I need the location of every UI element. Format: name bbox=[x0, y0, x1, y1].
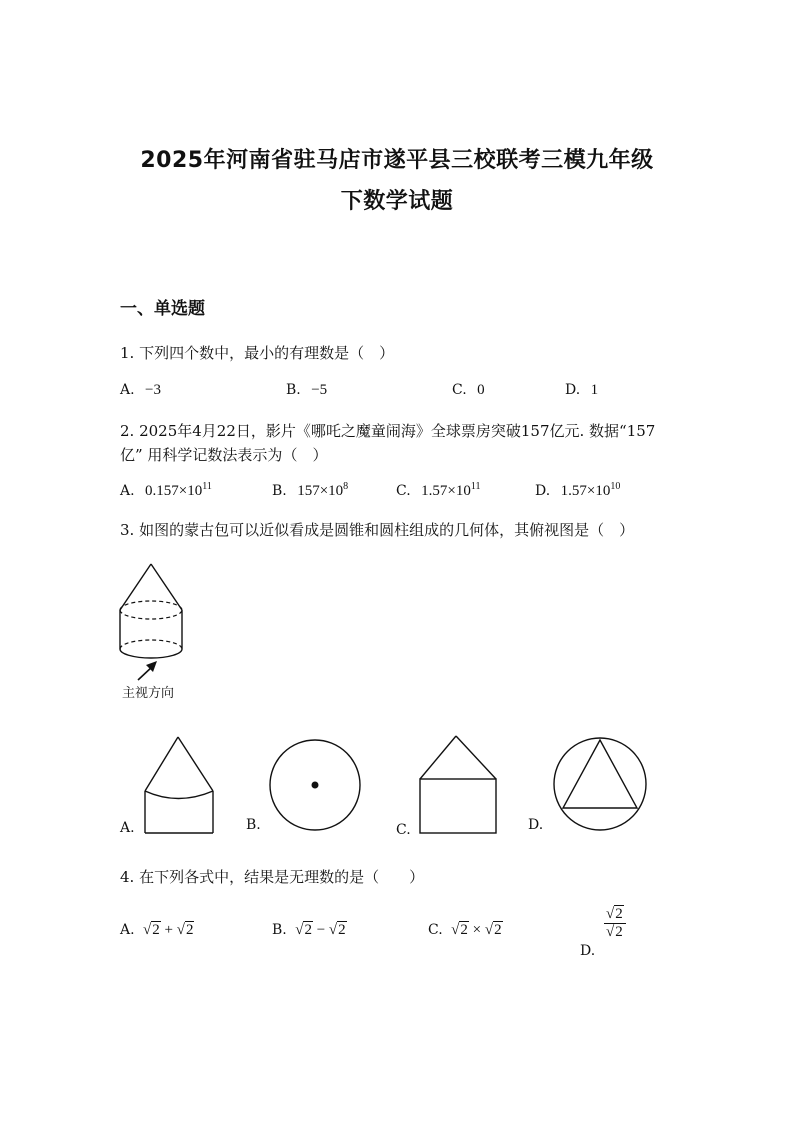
option-label: C. bbox=[428, 922, 443, 938]
q2-option-a[interactable] bbox=[120, 481, 212, 500]
q3-option-b-figure bbox=[268, 738, 362, 832]
radicand: 2 bbox=[460, 922, 468, 938]
operator: − bbox=[316, 922, 326, 938]
option-exponent: 11 bbox=[202, 481, 212, 492]
sqrt-expression: √2 bbox=[606, 906, 623, 922]
radicand: 2 bbox=[185, 922, 194, 938]
operator: + bbox=[164, 922, 173, 938]
option-exponent: 11 bbox=[470, 481, 481, 492]
radicand: 2 bbox=[304, 922, 312, 938]
option-base: 1.57×10 bbox=[421, 483, 471, 499]
q1-option-d[interactable] bbox=[565, 382, 598, 399]
sqrt-expression: √2 bbox=[328, 922, 346, 938]
sqrt-expression: √2 bbox=[484, 922, 502, 938]
q4-option-d-fraction[interactable] bbox=[604, 906, 626, 941]
q2-option-c[interactable] bbox=[396, 481, 480, 500]
q3-option-d[interactable]: D. bbox=[528, 817, 544, 833]
radicand: 2 bbox=[615, 924, 623, 940]
option-base: 157×10 bbox=[297, 483, 344, 499]
option-base: 0.157×10 bbox=[145, 483, 203, 499]
q4-option-b[interactable] bbox=[272, 922, 347, 939]
option-label: D. bbox=[565, 382, 581, 398]
option-value: −3 bbox=[145, 382, 161, 398]
section-heading: 一、单选题 bbox=[120, 299, 205, 319]
option-label: A. bbox=[120, 483, 135, 499]
radicand: 2 bbox=[615, 906, 623, 922]
option-label: A. bbox=[120, 382, 135, 398]
q3-option-c-figure bbox=[416, 734, 500, 836]
question-2-stem-line1: 2. 2025年4月22日，影片《哪吒之魔童闹海》全球票房突破157亿元. 数据“157 bbox=[120, 422, 656, 440]
page-title-line2: 下数学试题 bbox=[340, 189, 454, 214]
question-2-stem-line2: 亿” 用科学记数法表示为（ ） bbox=[120, 446, 328, 464]
option-exponent: 10 bbox=[610, 481, 621, 492]
q2-option-b[interactable] bbox=[272, 481, 348, 500]
question-4-stem: 4. 在下列各式中，结果是无理数的是（ ） bbox=[120, 868, 425, 886]
q1-option-c[interactable] bbox=[452, 382, 485, 399]
option-label: C. bbox=[452, 382, 467, 398]
radicand: 2 bbox=[152, 922, 160, 938]
q3-option-a-figure bbox=[140, 734, 220, 836]
q4-option-a[interactable] bbox=[120, 922, 194, 939]
radicand: 2 bbox=[338, 922, 346, 938]
q1-option-b[interactable] bbox=[286, 382, 327, 399]
radicand: 2 bbox=[494, 922, 502, 938]
operator: × bbox=[472, 922, 482, 938]
q3-option-c[interactable]: C. bbox=[396, 822, 411, 838]
option-label: C. bbox=[396, 483, 411, 499]
option-base: 1.57×10 bbox=[560, 483, 611, 499]
page-title-line1: 2025年河南省驻马店市遂平县三校联考三模九年级 bbox=[140, 148, 654, 173]
sqrt-expression: √2 bbox=[176, 922, 194, 938]
question-1-stem: 1. 下列四个数中，最小的有理数是（ ） bbox=[120, 344, 395, 362]
q2-option-d[interactable] bbox=[535, 481, 620, 500]
fraction bbox=[604, 906, 626, 941]
yurt-figure bbox=[110, 560, 200, 685]
option-label: B. bbox=[272, 922, 287, 938]
view-direction-caption: 主视方向 bbox=[122, 686, 175, 701]
q3-option-d-figure bbox=[552, 736, 648, 832]
q4-option-d-label[interactable]: D. bbox=[580, 943, 596, 959]
option-value: 1 bbox=[590, 382, 599, 398]
q4-option-c[interactable] bbox=[428, 922, 503, 939]
option-value: 0 bbox=[477, 382, 485, 398]
sqrt-expression: √2 bbox=[606, 924, 623, 940]
sqrt-expression: √2 bbox=[143, 922, 160, 938]
option-label: B. bbox=[286, 382, 301, 398]
option-value: −5 bbox=[311, 382, 328, 398]
option-label: B. bbox=[272, 483, 287, 499]
q3-option-a[interactable]: A. bbox=[120, 820, 135, 836]
sqrt-expression: √2 bbox=[451, 922, 468, 938]
q3-option-b[interactable]: B. bbox=[246, 817, 261, 833]
option-label: D. bbox=[535, 483, 551, 499]
q1-option-a[interactable] bbox=[120, 382, 161, 399]
option-label: A. bbox=[120, 922, 135, 938]
sqrt-expression: √2 bbox=[295, 922, 312, 938]
option-exponent: 8 bbox=[343, 481, 349, 492]
question-3-stem: 3. 如图的蒙古包可以近似看成是圆锥和圆柱组成的几何体，其俯视图是（ ） bbox=[120, 521, 635, 539]
